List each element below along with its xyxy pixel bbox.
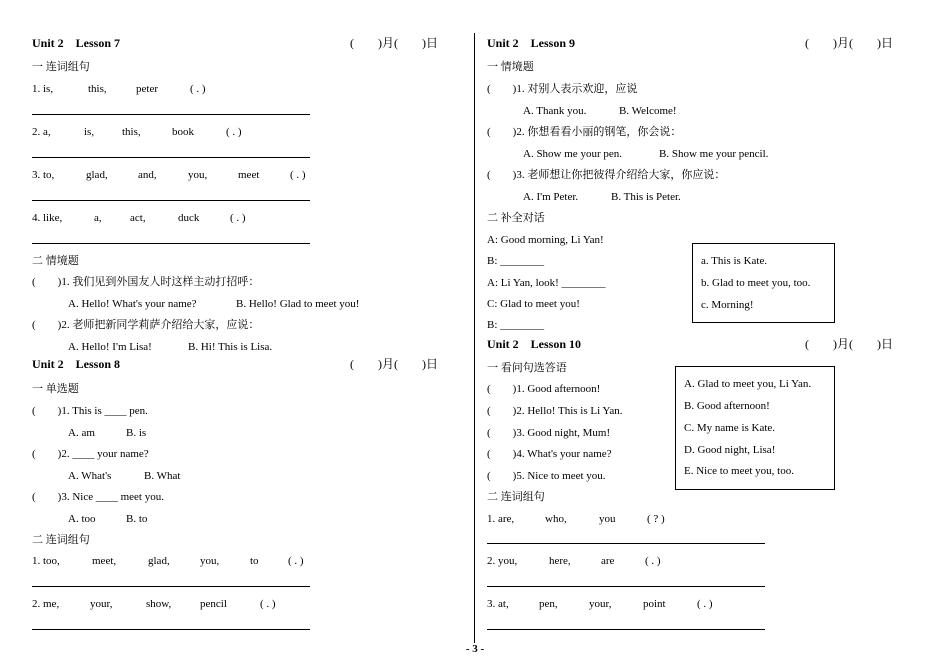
lesson8-item-1: 1. too, meet, glad, you, to ( . ) bbox=[32, 555, 304, 567]
lesson8-question-3: ( )3. Nice ____ meet you. bbox=[32, 491, 164, 503]
dialog-line-5: B: ________ bbox=[487, 319, 545, 331]
dialog-option: c. Morning! bbox=[701, 299, 754, 311]
lesson7-item-1: 1. is, this, peter ( . ) bbox=[32, 83, 206, 95]
lesson7-section2-heading: 二 情境题 bbox=[32, 255, 79, 267]
page-number: - 3 - bbox=[465, 643, 485, 655]
dialog-line-4: C: Glad to meet you! bbox=[487, 298, 580, 310]
lesson7-question-1: ( )1. 我们见到外国友人时这样主动打招呼： bbox=[32, 276, 260, 288]
lesson8-item-2: 2. me, your, show, pencil ( . ) bbox=[32, 598, 276, 610]
answer-line[interactable] bbox=[32, 586, 310, 587]
lesson7-item-2: 2. a, is, this, book ( . ) bbox=[32, 126, 242, 138]
answer-line[interactable] bbox=[487, 586, 765, 587]
lesson7-section1-heading: 一 连词组句 bbox=[32, 61, 90, 73]
lesson10-question-3: ( )3. Good night, Mum! bbox=[487, 427, 611, 439]
lesson10-question-4: ( )4. What's your name? bbox=[487, 448, 612, 460]
answer-option: D. Good night, Lisa! bbox=[684, 444, 776, 456]
lesson8-question-1-options: A. am B. is bbox=[68, 427, 147, 439]
answer-line[interactable] bbox=[32, 243, 310, 244]
answer-line[interactable] bbox=[32, 629, 310, 630]
lesson7-question-2-options: A. Hello! I'm Lisa! B. Hi! This is Lisa. bbox=[68, 341, 273, 353]
lesson10-section2-heading: 二 连词组句 bbox=[487, 491, 545, 503]
lesson9-title: Unit 2 Lesson 9 bbox=[487, 36, 576, 50]
answer-options-box bbox=[675, 366, 835, 490]
lesson9-question-1: ( )1. 对别人表示欢迎，应说 bbox=[487, 83, 638, 95]
lesson7-item-3: 3. to, glad, and, you, meet ( . ) bbox=[32, 169, 306, 181]
answer-option: A. Glad to meet you, Li Yan. bbox=[684, 378, 812, 390]
dialog-option: a. This is Kate. bbox=[701, 255, 768, 267]
lesson8-date: ( )月( )日 bbox=[350, 357, 438, 371]
lesson9-question-3: ( )3. 老师想让你把彼得介绍给大家，你应说： bbox=[487, 169, 726, 181]
answer-line[interactable] bbox=[487, 629, 765, 630]
dialog-option: b. Glad to meet you, too. bbox=[701, 277, 811, 289]
lesson10-title: Unit 2 Lesson 10 bbox=[487, 337, 582, 351]
lesson9-question-1-options: A. Thank you. B. Welcome! bbox=[523, 105, 677, 117]
lesson10-date: ( )月( )日 bbox=[805, 337, 893, 351]
lesson8-section1-heading: 一 单选题 bbox=[32, 383, 79, 395]
lesson9-date: ( )月( )日 bbox=[805, 36, 893, 50]
lesson9-question-2-options: A. Show me your pen. B. Show me your pencil. bbox=[523, 148, 769, 160]
lesson9-section1-heading: 一 情境题 bbox=[487, 61, 534, 73]
lesson8-question-2: ( )2. ____ your name? bbox=[32, 448, 149, 460]
lesson9-section2-heading: 二 补全对话 bbox=[487, 212, 545, 224]
lesson7-question-1-options: A. Hello! What's your name? B. Hello! Glad to meet you! bbox=[68, 298, 360, 310]
lesson7-title: Unit 2 Lesson 7 bbox=[32, 36, 121, 50]
dialog-line-1: A: Good morning, Li Yan! bbox=[487, 234, 604, 246]
lesson10-question-1: ( )1. Good afternoon! bbox=[487, 383, 601, 395]
lesson8-question-3-options: A. too B. to bbox=[68, 513, 148, 525]
lesson8-section2-heading: 二 连词组句 bbox=[32, 534, 90, 546]
lesson9-question-3-options: A. I'm Peter. B. This is Peter. bbox=[523, 191, 681, 203]
answer-line[interactable] bbox=[32, 114, 310, 115]
lesson10-item-1: 1. are, who, you ( ? ) bbox=[487, 513, 665, 525]
lesson8-title: Unit 2 Lesson 8 bbox=[32, 357, 121, 371]
dialog-line-3: A: Li Yan, look! ________ bbox=[487, 277, 606, 289]
dialog-options-box bbox=[692, 243, 835, 323]
dialog-line-2: B: ________ bbox=[487, 255, 545, 267]
lesson7-question-2: ( )2. 老师把新同学莉萨介绍给大家，应说： bbox=[32, 319, 260, 331]
lesson9-question-2: ( )2. 你想看看小丽的钢笔，你会说： bbox=[487, 126, 682, 138]
lesson10-question-5: ( )5. Nice to meet you. bbox=[487, 470, 606, 482]
answer-line[interactable] bbox=[32, 157, 310, 158]
lesson10-item-2: 2. you, here, are ( . ) bbox=[487, 555, 661, 567]
answer-option: C. My name is Kate. bbox=[684, 422, 776, 434]
lesson7-date: ( )月( )日 bbox=[350, 36, 438, 50]
lesson10-question-2: ( )2. Hello! This is Li Yan. bbox=[487, 405, 623, 417]
lesson8-question-2-options: A. What's B. What bbox=[68, 470, 181, 482]
answer-option: B. Good afternoon! bbox=[684, 400, 770, 412]
answer-line[interactable] bbox=[32, 200, 310, 201]
lesson10-item-3: 3. at, pen, your, point ( . ) bbox=[487, 598, 713, 610]
answer-option: E. Nice to meet you, too. bbox=[684, 465, 794, 477]
lesson8-question-1: ( )1. This is ____ pen. bbox=[32, 405, 148, 417]
answer-line[interactable] bbox=[487, 543, 765, 544]
lesson10-section1-heading: 一 看问句选答语 bbox=[487, 362, 567, 374]
column-divider bbox=[474, 33, 475, 643]
lesson7-item-4: 4. like, a, act, duck ( . ) bbox=[32, 212, 246, 224]
